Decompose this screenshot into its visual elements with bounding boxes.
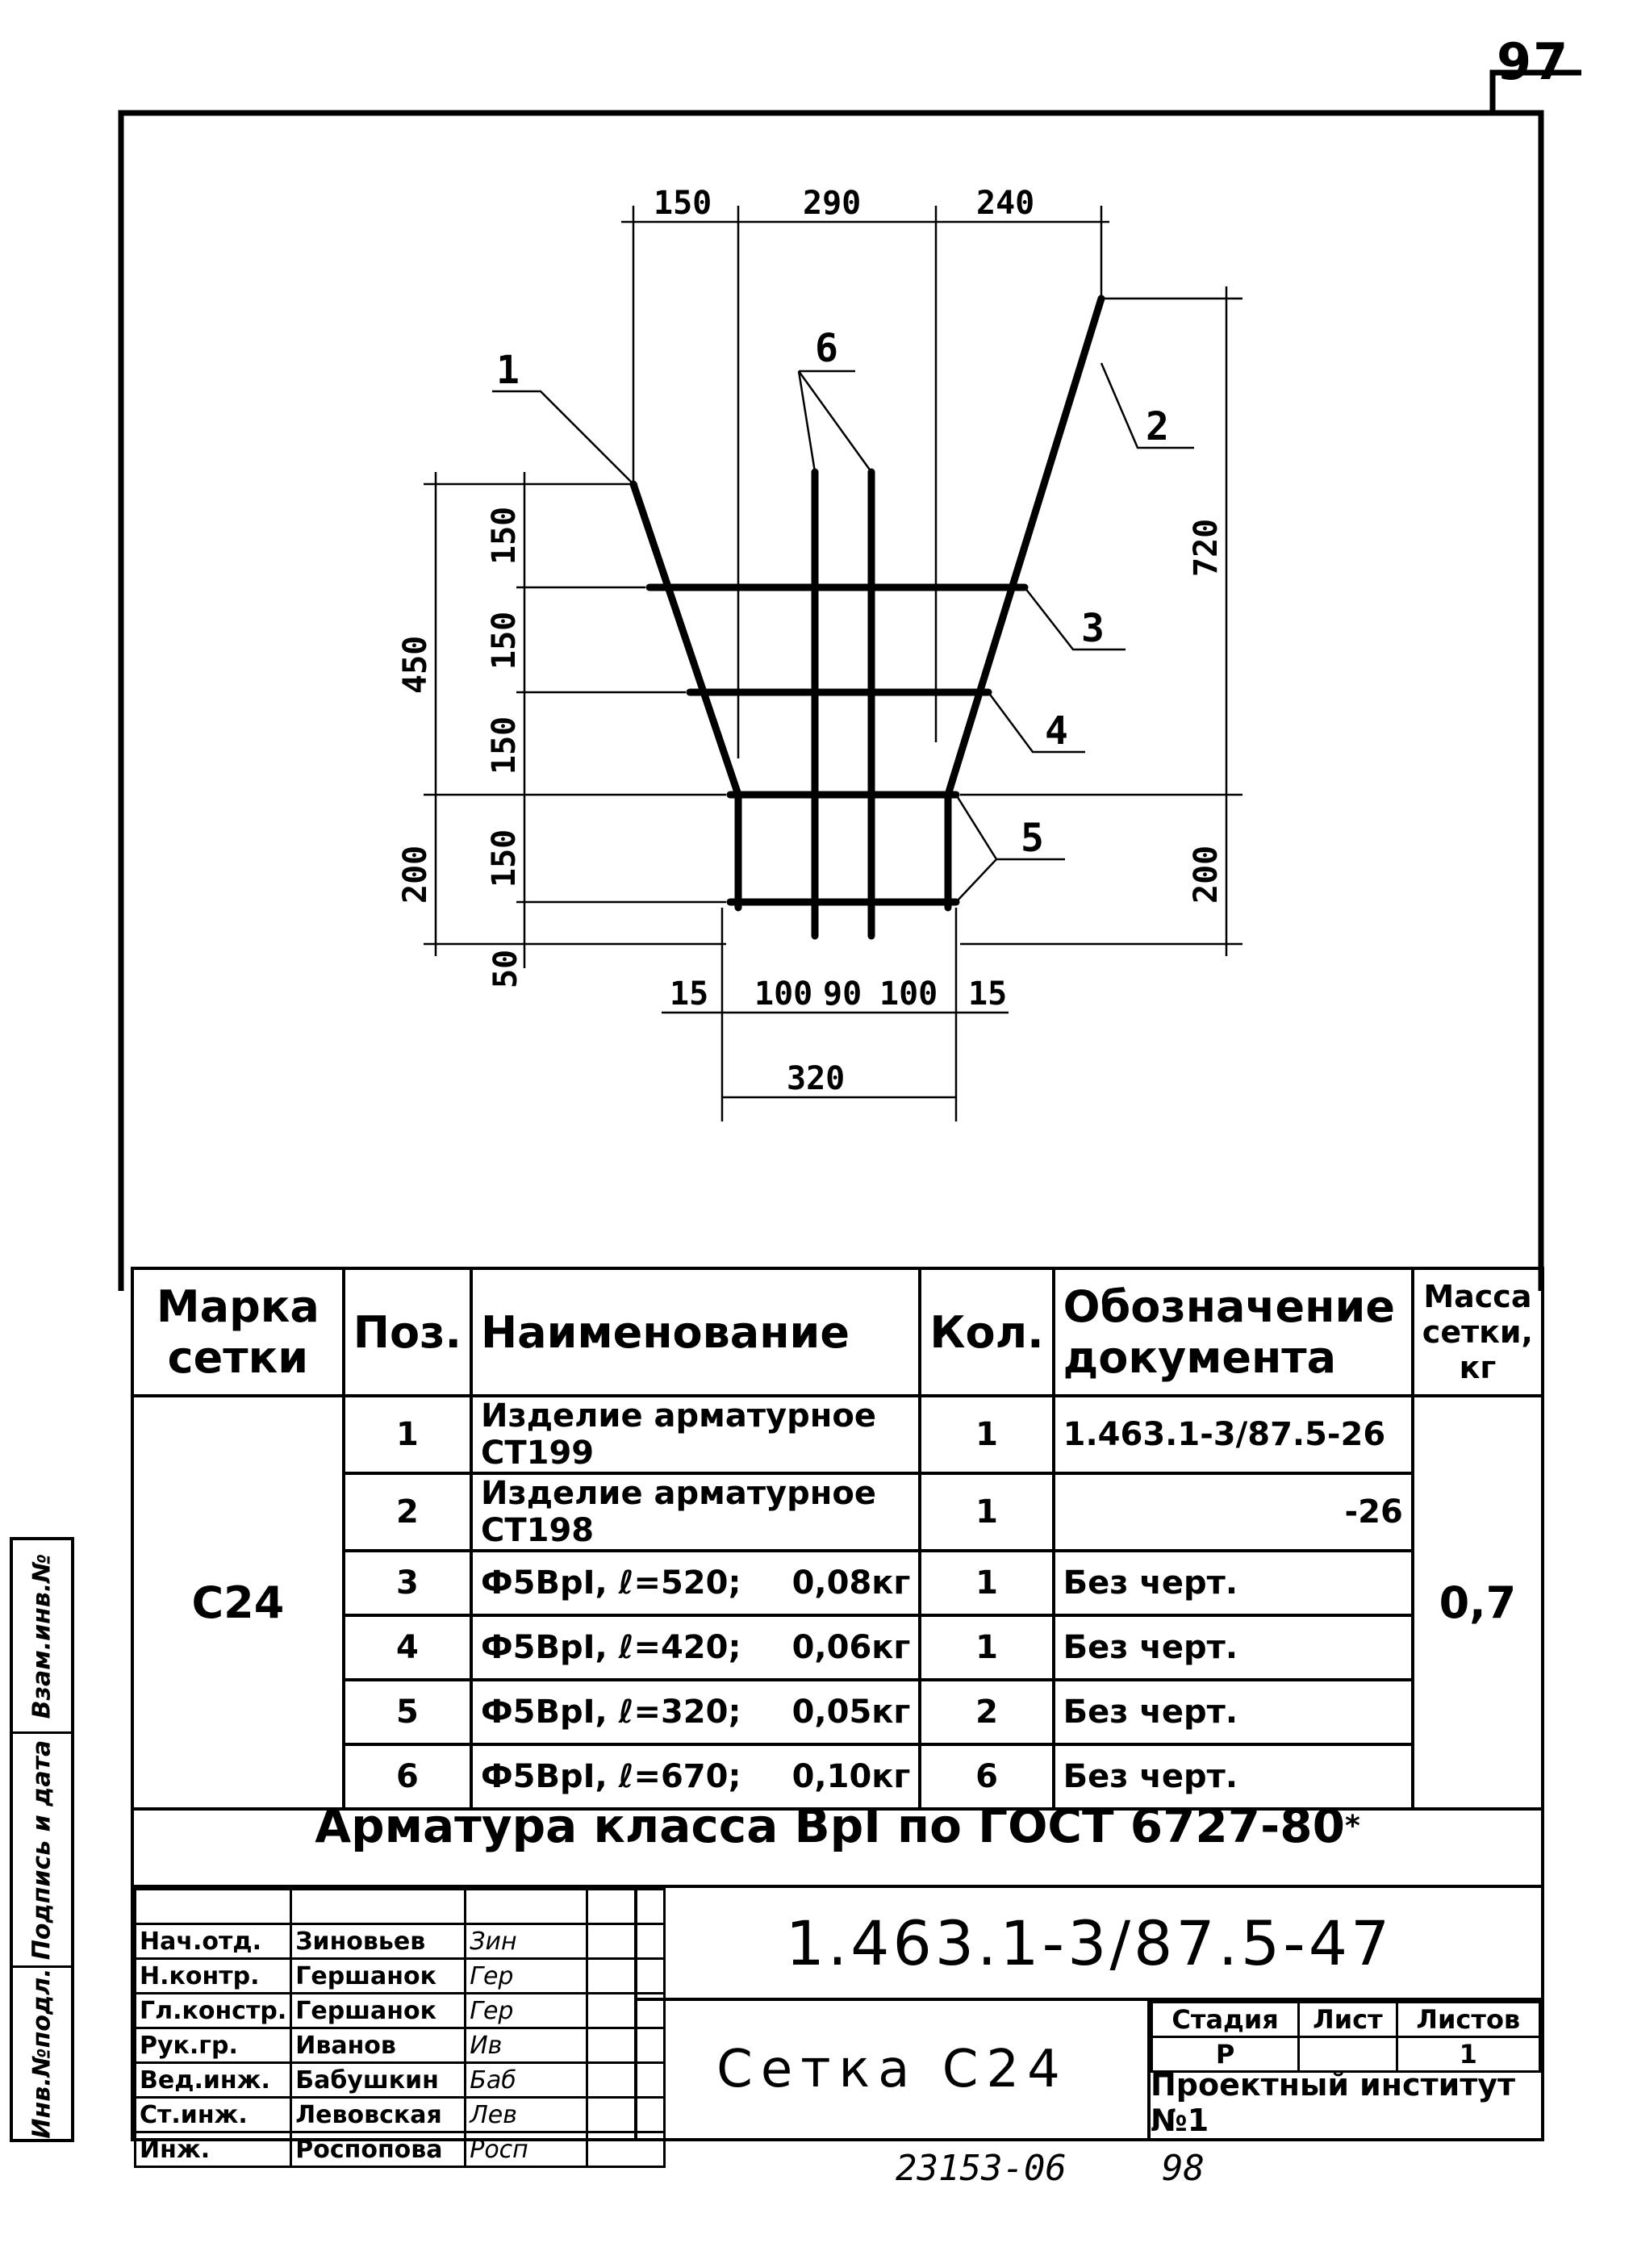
dim-top-1: 150 <box>654 185 712 222</box>
dim-bottom-4: 100 <box>879 975 938 1013</box>
row-pos: 6 <box>344 1744 471 1809</box>
dim-left-200: 200 <box>397 845 434 904</box>
margin-cell: Взам.инв.№ <box>13 1540 71 1734</box>
pos-label-4: 4 <box>1045 708 1068 754</box>
spec-row <box>132 1396 1543 1473</box>
row-qty: 1 <box>920 1473 1053 1551</box>
signature-table <box>134 1888 666 2168</box>
stage-header: Стадия <box>1152 2003 1299 2037</box>
sheet-header: Лист <box>1299 2003 1397 2037</box>
row-name: Изделие арматурное СТ199 <box>471 1396 920 1473</box>
stage-header-row <box>1152 2003 1540 2037</box>
pos-label-3: 3 <box>1081 606 1105 651</box>
archive-number: 23153-06 <box>896 2148 1067 2189</box>
signature-row: Ст.инж. Левовская Лев <box>136 2098 665 2132</box>
signature-row: Вед.инж. Бабушкин Баб <box>136 2063 665 2098</box>
row-name: Ф5ВрI, ℓ=520; 0,08кг <box>471 1551 920 1615</box>
row-unit-mass: 0,08кг <box>791 1564 911 1602</box>
margin-cell: Подпись и дата <box>13 1734 71 1968</box>
row-unit-mass: 0,05кг <box>791 1694 911 1731</box>
signature-row: Нач.отд. Зиновьев Зин <box>136 1924 665 1959</box>
row-name: Ф5ВрI, ℓ=320; 0,05кг <box>471 1680 920 1744</box>
dim-right-720: 720 <box>1188 518 1225 577</box>
spec-note <box>131 1767 1544 1888</box>
row-pos: 4 <box>344 1615 471 1680</box>
institute-name: Проектный институт №1 <box>1151 2067 1516 2138</box>
spec-row <box>132 1680 1543 1744</box>
dim-top-3: 240 <box>976 185 1035 222</box>
hdr-doc: Обозначение документа <box>1054 1268 1413 1396</box>
row-name: Ф5ВрI, ℓ=420; 0,06кг <box>471 1615 920 1680</box>
row-name: Ф5ВрI, ℓ=670; 0,10кг <box>471 1744 920 1809</box>
mesh-mark: С24 <box>132 1396 344 1809</box>
dim-bottom-2: 100 <box>754 975 813 1013</box>
margin-cell: Инв.№подл. <box>27 1968 56 2139</box>
spec-note-sup: * <box>1344 1809 1360 1843</box>
row-qty: 1 <box>920 1551 1053 1615</box>
stage-value: Р <box>1152 2037 1299 2072</box>
sheets-value: 1 <box>1397 2037 1539 2072</box>
dim-bottom-1: 15 <box>670 975 709 1013</box>
dim-inner-2: 150 <box>486 611 523 670</box>
dim-bottom-total: 320 <box>787 1060 846 1097</box>
specification-table <box>131 1267 1544 1811</box>
mesh-mass: 0,7 <box>1413 1396 1543 1809</box>
row-pos: 3 <box>344 1551 471 1615</box>
stage-table <box>1151 2001 1541 2073</box>
dim-inner-3: 150 <box>486 716 523 775</box>
dim-left-50: 50 <box>487 949 524 988</box>
dim-left-450: 450 <box>397 635 434 694</box>
spec-header-row <box>132 1268 1543 1396</box>
signature-row: Инж. Роспопова Росп <box>136 2132 665 2167</box>
archive-page: 98 <box>1162 2148 1205 2189</box>
signature-row: Гл.констр. Гершанок Гер <box>136 1994 665 2028</box>
spec-row <box>132 1615 1543 1680</box>
signature-row: Рук.гр. Иванов Ив <box>136 2028 665 2063</box>
dim-bottom-5: 15 <box>968 975 1008 1013</box>
sheets-header: Листов <box>1397 2003 1539 2037</box>
pos-label-5: 5 <box>1021 816 1044 861</box>
row-qty: 1 <box>920 1615 1053 1680</box>
title-block <box>131 1885 1544 2164</box>
row-pos: 5 <box>344 1680 471 1744</box>
row-doc: Без черт. <box>1054 1615 1413 1680</box>
row-name: Изделие арматурное СТ198 <box>471 1473 920 1551</box>
row-unit-mass: 0,06кг <box>791 1629 911 1666</box>
spec-row <box>132 1551 1543 1615</box>
row-doc: Без черт. <box>1054 1551 1413 1615</box>
sheet-number: 97 <box>1497 32 1570 91</box>
hdr-mark: Марка сетки <box>132 1268 344 1396</box>
spec-note-text: Арматура класса ВрI по ГОСТ 6727-80 <box>315 1798 1345 1853</box>
sheet-frame <box>121 73 1581 1291</box>
row-doc: 1.463.1-3/87.5-26 <box>1054 1396 1413 1473</box>
hdr-name: Наименование <box>471 1268 920 1396</box>
row-unit-mass: 0,10кг <box>791 1758 911 1795</box>
hdr-mass: Масса сетки, кг <box>1413 1268 1543 1396</box>
signature-row: Н.контр. Гершанок Гер <box>136 1959 665 1994</box>
pos-label-6: 6 <box>815 326 838 371</box>
hdr-pos: Поз. <box>344 1268 471 1396</box>
row-qty: 2 <box>920 1680 1053 1744</box>
document-code: 1.463.1-3/87.5-47 <box>634 1888 1541 2001</box>
row-pos: 2 <box>344 1473 471 1551</box>
row-pos: 1 <box>344 1396 471 1473</box>
row-qty: 1 <box>920 1396 1053 1473</box>
dim-right-200: 200 <box>1188 845 1225 904</box>
pos-label-2: 2 <box>1146 404 1169 449</box>
row-qty: 6 <box>920 1744 1053 1809</box>
margin-stamp <box>10 1537 74 2142</box>
row-doc: Без черт. <box>1054 1744 1413 1809</box>
spec-row <box>132 1473 1543 1551</box>
dim-top-2: 290 <box>803 185 862 222</box>
pos-label-1: 1 <box>496 348 520 393</box>
sheet-title: Сетка С24 <box>634 2001 1151 2138</box>
row-doc: Без черт. <box>1054 1680 1413 1744</box>
dim-inner-4: 150 <box>486 829 523 888</box>
dim-inner-1: 150 <box>486 506 523 565</box>
hdr-qty: Кол. <box>920 1268 1053 1396</box>
row-doc: -26 <box>1054 1473 1413 1551</box>
dim-bottom-3: 90 <box>823 975 862 1013</box>
